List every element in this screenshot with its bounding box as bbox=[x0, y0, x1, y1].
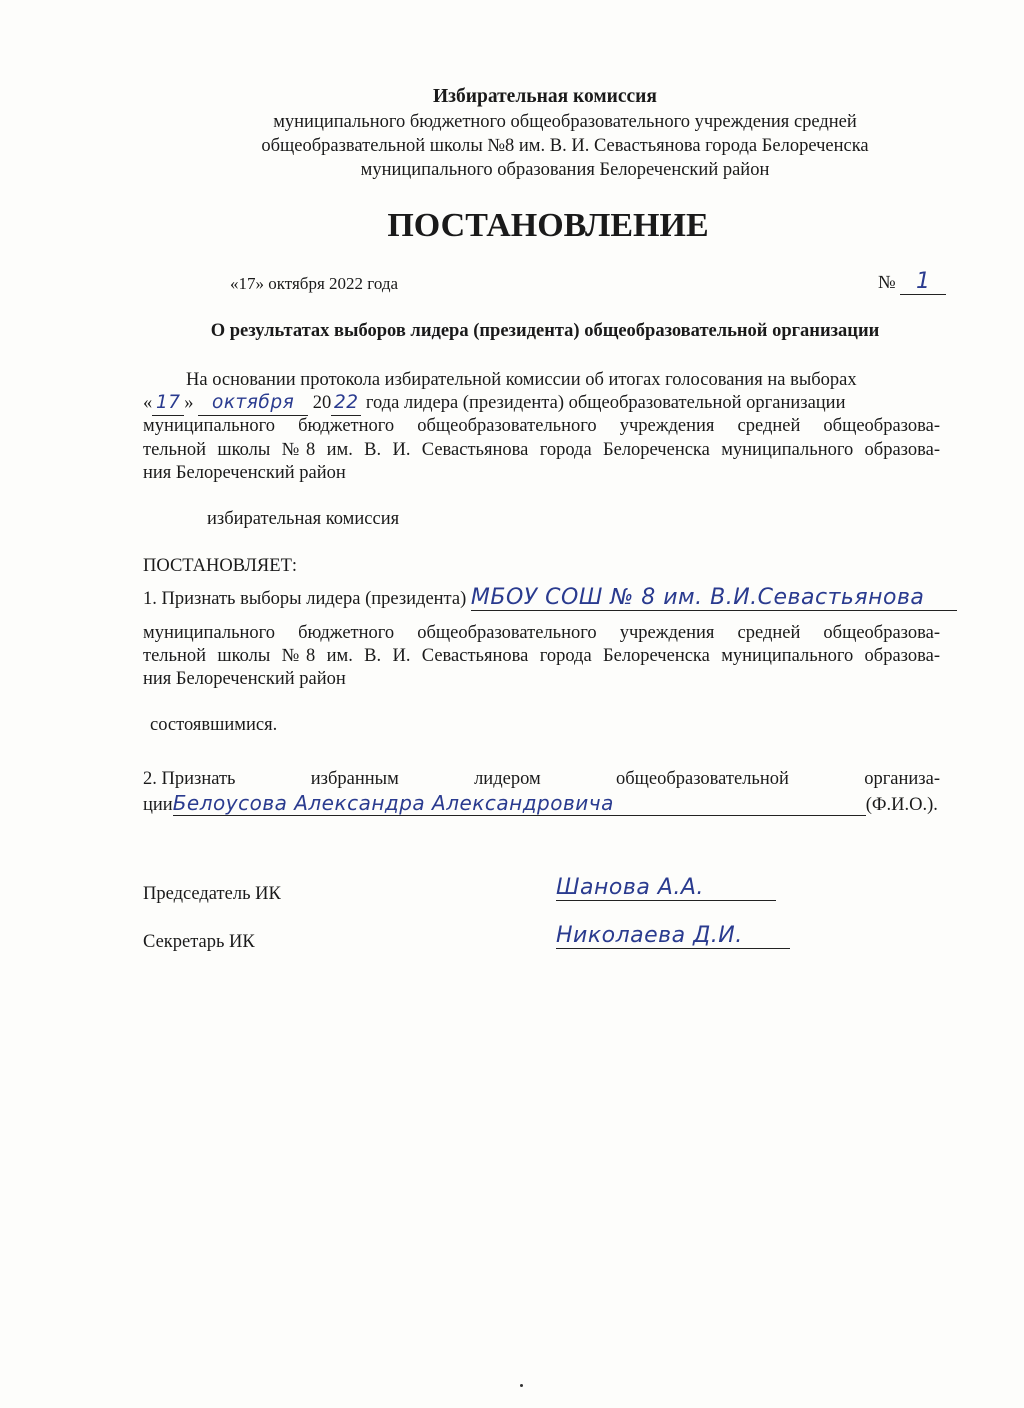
decides-label: ПОСТАНОВЛЯЕТ: bbox=[143, 556, 298, 576]
preamble-line-2: « 17 » октября 20 22 года лидера (президента) общеобразовательной организации bbox=[143, 391, 845, 416]
secretary-signature: Николаева Д.И. bbox=[556, 924, 790, 949]
header-line-2: общеобразвательной школы №8 им. В. И. Севастьянова города Белореченска bbox=[261, 136, 869, 156]
secretary-label: Секретарь ИК bbox=[143, 932, 255, 952]
item-1-line-2: муниципального бюджетного общеобразовательного учреждения средней общеобразова- bbox=[143, 623, 940, 643]
preamble-line-1: На основании протокола избирательной комиссии об итогах голосования на выборах bbox=[186, 370, 857, 390]
number-value: 1 bbox=[900, 270, 946, 295]
item-1-organization: МБОУ СОШ № 8 им. В.И.Севастьянова bbox=[471, 586, 957, 611]
document-type: ПОСТАНОВЛЕНИЕ bbox=[387, 207, 709, 244]
item-1: 1. Признать выборы лидера (президента) МБОУ СОШ № 8 им. В.И.Севастьянова bbox=[143, 586, 957, 611]
header-line-1: муниципального бюджетного общеобразовательного учреждения средней bbox=[273, 112, 857, 132]
item-1-line-4: ния Белореченский район bbox=[143, 669, 346, 689]
election-year: 22 bbox=[331, 391, 361, 416]
document-number bbox=[878, 270, 946, 295]
preamble-line-3: муниципального бюджетного общеобразовательного учреждения средней общеобразова- bbox=[143, 416, 940, 436]
election-day: 17 bbox=[152, 391, 184, 416]
scan-speck bbox=[520, 1384, 523, 1387]
item-1-result: состоявшимися. bbox=[150, 715, 278, 735]
item-1-line-3: тельной школы №8 им. В. И. Севастьянова города Белореченска муниципального образова- bbox=[143, 646, 940, 666]
item-2: 2. Признать избранным лидером общеобразовательной организа- bbox=[143, 769, 940, 789]
elected-leader-name: Белоусова Александра Александровича bbox=[173, 791, 866, 816]
preamble-line-4: тельной школы №8 им. В. И. Севастьянова города Белореченска муниципального образова- bbox=[143, 440, 940, 460]
preamble-line-5: ния Белореченский район bbox=[143, 463, 346, 483]
number-label: № bbox=[878, 273, 896, 293]
item-2-line-2: цииБелоусова Александра Александровича (Ф.И.О.). bbox=[143, 791, 938, 815]
chair-label: Председатель ИК bbox=[143, 884, 281, 904]
header-line-3: муниципального образования Белореченский район bbox=[360, 160, 770, 180]
commission-label: избирательная комиссия bbox=[207, 509, 400, 529]
election-month: октября bbox=[198, 391, 308, 416]
commission-title: Избирательная комиссия bbox=[433, 86, 657, 107]
chair-signature: Шанова А.А. bbox=[556, 876, 776, 901]
document-date: «17» октября 2022 года bbox=[230, 274, 399, 293]
subject: О результатах выборов лидера (президента) общеобразовательной организации bbox=[210, 321, 880, 341]
